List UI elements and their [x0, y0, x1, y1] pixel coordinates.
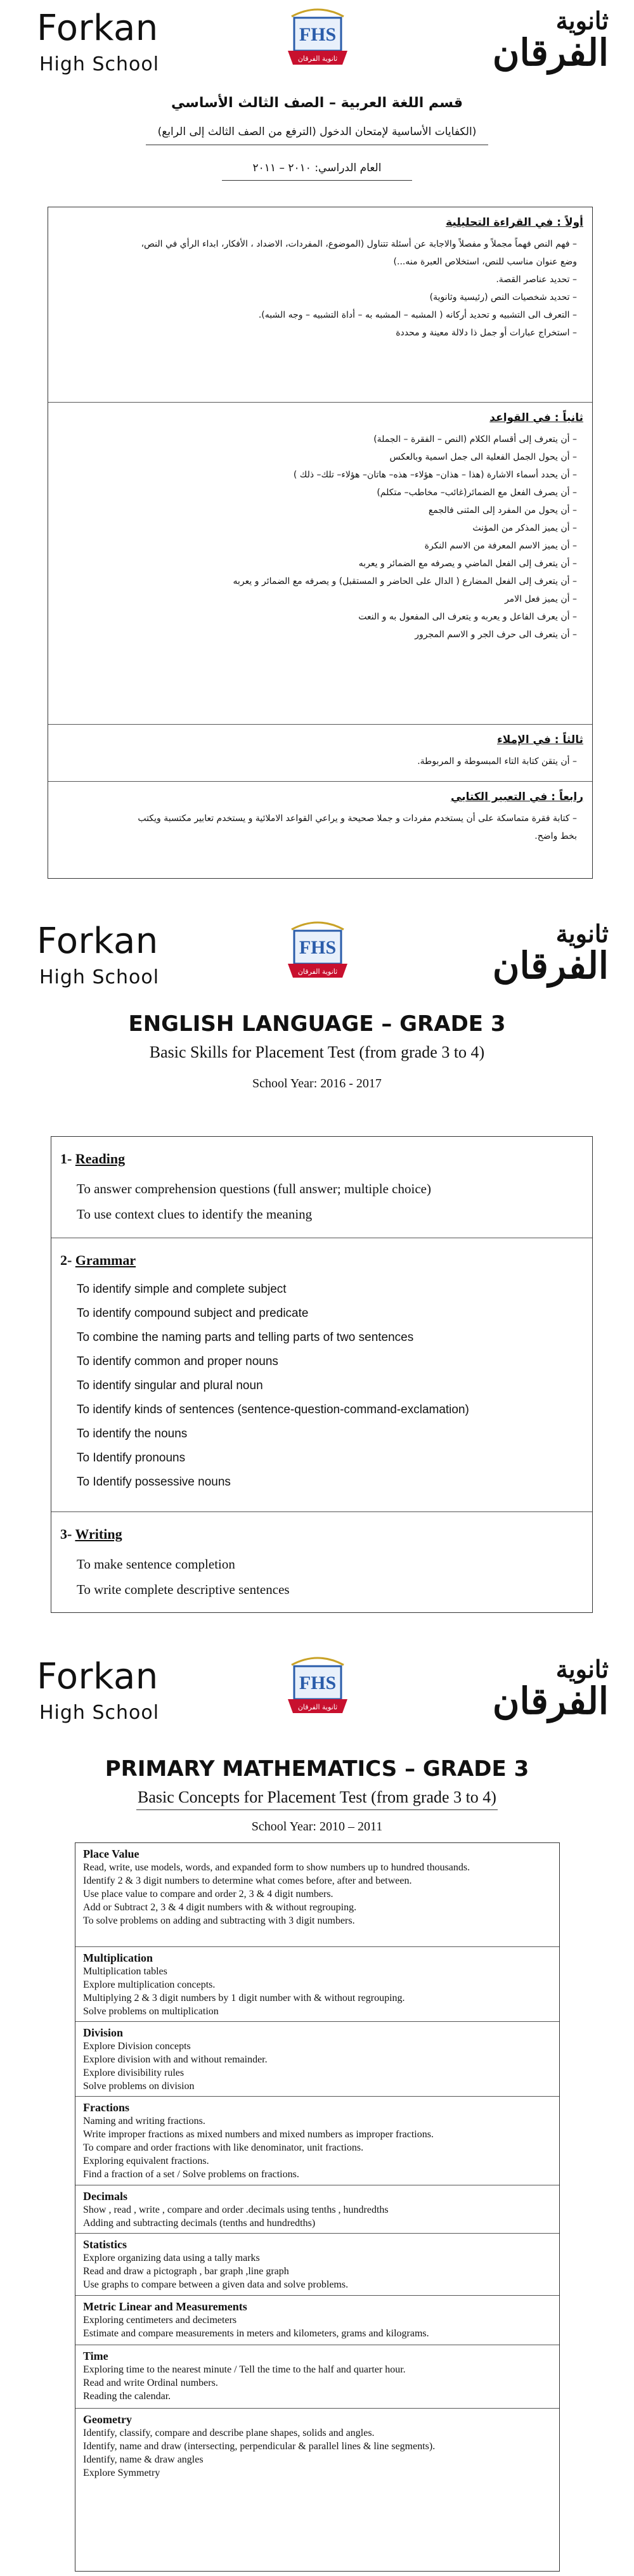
school-name-ar: ثانوية الفرقان	[492, 1655, 609, 1723]
math-concepts-box	[75, 1842, 560, 2572]
math-section-place-value: Place Value Read, write, use models, words, and expanded form to show numbers up to hundred thousands. Identify 2 & 3 digit numbers to determine what comes before, after and between. Use place value to compare and order 2, 3 & 4 digit numbers. Add or Subtract 2, 3 & 4 digit numbers with & without regrouping. To solve problems on adding and subtracting with 3 digit numbers.	[75, 1843, 559, 1947]
logo-text: FHS	[299, 937, 337, 958]
english-section-grammar: 2- Grammar To identify simple and complete subject To identify compound subject and predicate To combine the naming parts and telling parts of two sentences To identify common and proper nouns To identify singular and plural noun To identify kinds of sentences (sentence-question-command-exclamation) To identify the nouns To Identify pronouns To Identify possessive nouns	[51, 1238, 592, 1512]
year-underline	[222, 180, 412, 181]
math-section-decimals: Decimals Show , read , write , compare and order .decimals using tenths , hundredths Adding and subtracting decimals (tenths and hundredths)	[75, 2185, 559, 2234]
math-year: School Year: 2010 – 2011	[251, 1820, 383, 1834]
english-year: School Year: 2016 - 2017	[252, 1077, 382, 1091]
arabic-section-grammar: ثانياً : في القواعد – أن يتعرف إلى أقسام الكلام (النص – الفقرة – الجملة) – أن يحول الجمل الفعلية الى جمل اسمية وبالعكس – أن يحدد أسماء الاشارة (هذا – هذان– هؤلاء– هذه– هاتان– هؤلاء– تلك– ذلك ) – أن يصرف الفعل مع الضمائر(غائب– مخاطب– متكلم) – أن يحول من المفرد إلى المثنى فالجمع – أن يميز المذكر من المؤنث – أن يميز الاسم المعرفة من الاسم النكرة – أن يتعرف إلى الفعل الماضي و يصرفه مع الضمائر و يعربه – أن يتعرف إلى الفعل المضارع ( الدال على الحاضر و المستقبل) و يصرفه مع الضمائر و يعربه – أن يميز فعل الامر – أن يعرف الفاعل و يعربه و يتعرف الى المفعول به و النعت – أن يتعرف الى حرف الجر و الاسم المجرور	[48, 403, 592, 725]
math-section-statistics: Statistics Explore organizing data using a tally marks Read and draw a pictograph , bar graph ,line graph Use graphs to compare between a given data and solve problems.	[75, 2234, 559, 2296]
logo-text: FHS	[299, 1673, 337, 1693]
school-logo	[279, 1652, 356, 1722]
arabic-section-dictation: ثالثاً : في الإملاء – أن يتقن كتابة التاء المبسوطة و المربوطة.	[48, 725, 592, 782]
math-section-geometry: Geometry Identify, classify, compare and describe plane shapes, solids and angles. Identify, name and draw (intersecting, perpendicular & parallel lines & line segments). Identify, name & draw angles Explore Symmetry	[83, 2413, 436, 2478]
arabic-subtitle: (الكفايات الأساسية لإمتحان الدخول (الترفع من الصف الثالث إلى الرابع)	[157, 126, 477, 138]
math-section-time: Time Exploring time to the nearest minute / Tell the time to the half and quarter hour. Read and write Ordinal numbers. Reading the calendar.	[75, 2345, 559, 2409]
school-subtitle-en: High School	[39, 53, 160, 75]
school-name-en: Forkan	[37, 8, 158, 49]
school-name-en: Forkan	[37, 921, 158, 962]
subtitle-underline	[136, 1809, 498, 1810]
math-subtitle: Basic Concepts for Placement Test (from grade 3 to 4)	[138, 1788, 496, 1806]
english-section-writing: 3- Writing To make sentence completion To write complete descriptive sentences	[60, 1526, 290, 1597]
school-name-ar: ثانوية الفرقان	[492, 919, 609, 987]
arabic-competencies-box	[48, 207, 593, 879]
math-section-fractions: Fractions Naming and writing fractions. Write improper fractions as mixed numbers and mixed numbers as improper fractions. To compare and order fractions with like denominator, unit fractions. Exploring equivalent fractions. Find a fraction of a set / Solve problems on fractions.	[75, 2097, 559, 2185]
math-section-multiplication: Multiplication Multiplication tables Explore multiplication concepts. Multiplying 2 & 3 digit numbers by 1 digit number with & without regrouping. Solve problems on multiplication	[75, 1947, 559, 2022]
english-title: ENGLISH LANGUAGE – GRADE 3	[128, 1011, 506, 1037]
page-header	[0, 1648, 634, 1769]
math-page	[0, 1648, 634, 2576]
school-name-ar: ثانوية الفرقان	[492, 6, 609, 74]
math-section-division: Division Explore Division concepts Explore division with and without remainder. Explore divisibility rules Solve problems on division	[75, 2022, 559, 2097]
english-section-reading: 1- Reading To answer comprehension questions (full answer; multiple choice) To use context clues to identify the meaning	[51, 1137, 592, 1238]
arabic-title: قسم اللغة العربية – الصف الثالث الأساسي	[171, 95, 463, 111]
logo-caption: ثانوية الفرقان	[297, 1703, 338, 1711]
arabic-section-writing: رابعاً : في التعبير الكتابي – كتابة فقرة متماسكة على أن يستخدم مفردات و جملا صحيحة و يراعي القواعد الاملائية و يستخدم تعابير مكتسبة ويكتب بخط واضح.	[138, 791, 583, 841]
math-title: PRIMARY MATHEMATICS – GRADE 3	[105, 1756, 529, 1782]
arabic-page	[0, 0, 634, 888]
logo-text: FHS	[299, 24, 337, 45]
english-subtitle: Basic Skills for Placement Test (from grade 3 to 4)	[149, 1043, 485, 1061]
math-section-measurements: Metric Linear and Measurements Exploring centimeters and decimeters Estimate and compare measurements in meters and kilometers, grams and kilograms.	[75, 2296, 559, 2345]
school-subtitle-en: High School	[39, 966, 160, 988]
arabic-section-reading: أولاً : في القراءة التحليلية – فهم النص فهماً مجملاً و مفصلاً والاجابة عن أسئلة تتناول (الموضوع، المفردات، الاضداد ، الأفكار، ابداء الرأي في النص، وضع عنوان مناسب للنص، استخلاص العبرة منه...) – تحديد عناصر القصة. – تحديد شخصيات النص (رئيسية وثانوية) – التعرف الى التشبيه و تحديد أركانه ( المشبه – المشبه به – أداة التشبيه – وجه الشبه). – استخراج عبارات أو جمل ذا دلالة معينة و محددة	[48, 207, 592, 403]
school-logo	[279, 4, 356, 74]
english-skills-box	[51, 1136, 593, 1613]
logo-caption: ثانوية الفرقان	[297, 55, 338, 63]
logo-caption: ثانوية الفرقان	[297, 968, 338, 976]
english-page	[0, 913, 634, 1636]
school-subtitle-en: High School	[39, 1702, 160, 1724]
arabic-year: العام الدراسي: ٢٠١٠ – ٢٠١١	[252, 162, 382, 174]
school-name-en: Forkan	[37, 1656, 158, 1697]
school-logo	[279, 917, 356, 987]
